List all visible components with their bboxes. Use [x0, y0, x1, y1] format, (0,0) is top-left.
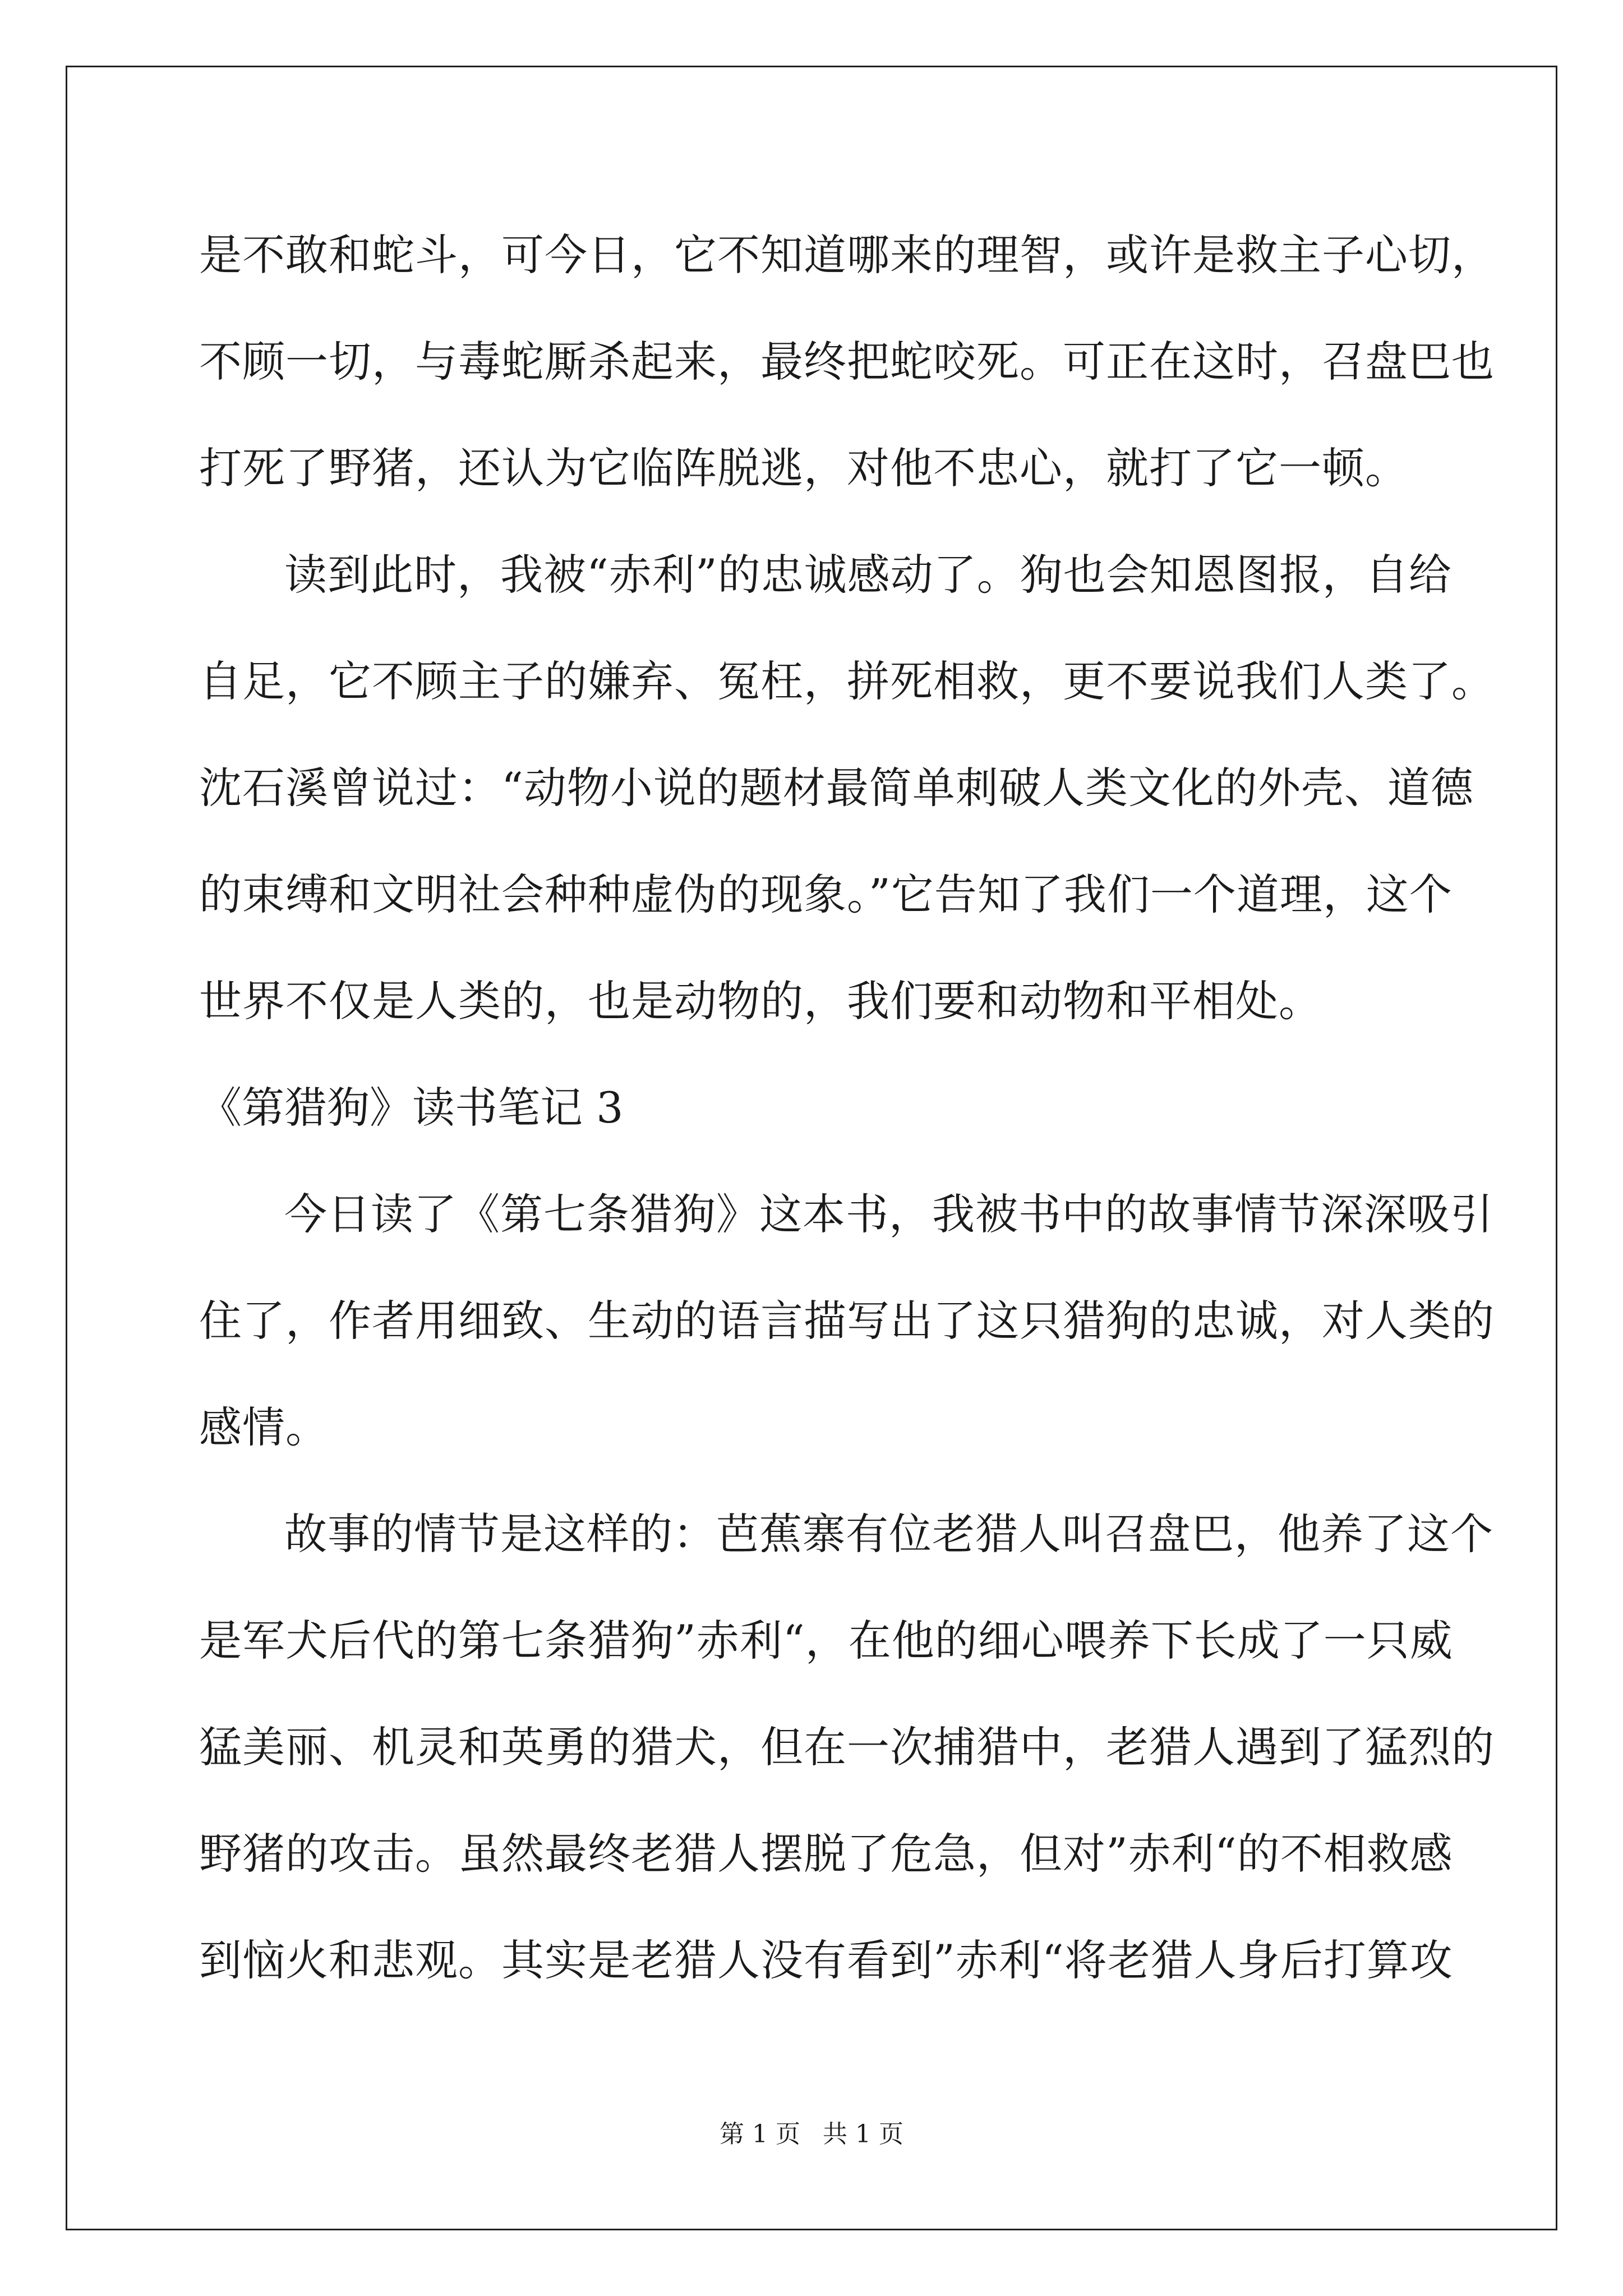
page-total: 共 1 页: [823, 2120, 903, 2148]
section-heading: 《第猎狗》读书笔记 3: [199, 1083, 624, 1133]
text-line: 住了，作者用细致、生动的语言描写出了这只猎狗的忠诚，对人类的: [199, 1296, 1495, 1346]
text-line: 世界不仅是人类的，也是动物的，我们要和动物和平相处。: [199, 976, 1322, 1026]
text-line: 故事的情节是这样的：芭蕉寨有位老猎人叫召盘巴，他养了这个: [284, 1509, 1493, 1559]
text-line: 是不敢和蛇斗，可今日，它不知道哪来的理智，或许是救主子心切，: [199, 230, 1495, 280]
page-number: 第 1 页: [720, 2120, 800, 2148]
page-footer: [0, 2118, 1623, 2151]
text-line: 野猪的攻击。虽然最终老猎人摆脱了危急，但对”赤利“的不相救感: [199, 1829, 1453, 1879]
text-line: 是军犬后代的第七条猎狗”赤利“，在他的细心喂养下长成了一只威: [199, 1616, 1453, 1665]
text-line: 自足，它不顾主子的嫌弃、冤枉，拼死相救，更不要说我们人类了。: [199, 656, 1495, 706]
text-line: 今日读了《第七条猎狗》这本书，我被书中的故事情节深深吸引: [284, 1189, 1493, 1239]
text-line: 不顾一切，与毒蛇厮杀起来，最终把蛇咬死。可正在这时，召盘巴也: [199, 337, 1495, 386]
document-body: [199, 213, 1495, 2025]
text-line: 读到此时，我被“赤利”的忠诚感动了。狗也会知恩图报，自给: [284, 550, 1452, 600]
text-line: 感情。: [199, 1402, 329, 1452]
text-line: 沈石溪曾说过：“动物小说的题材最简单刺破人类文化的外壳、道德: [199, 763, 1474, 813]
text-line: 到恼火和悲观。其实是老猎人没有看到”赤利“将老猎人身后打算攻: [199, 1935, 1453, 1985]
text-line: 猛美丽、机灵和英勇的猎犬，但在一次捕猎中，老猎人遇到了猛烈的: [199, 1722, 1495, 1772]
text-line: 的束缚和文明社会种种虚伪的现象。”它告知了我们一个道理，这个: [199, 869, 1453, 919]
text-line: 打死了野猪，还认为它临阵脱逃，对他不忠心，就打了它一顿。: [199, 443, 1408, 493]
